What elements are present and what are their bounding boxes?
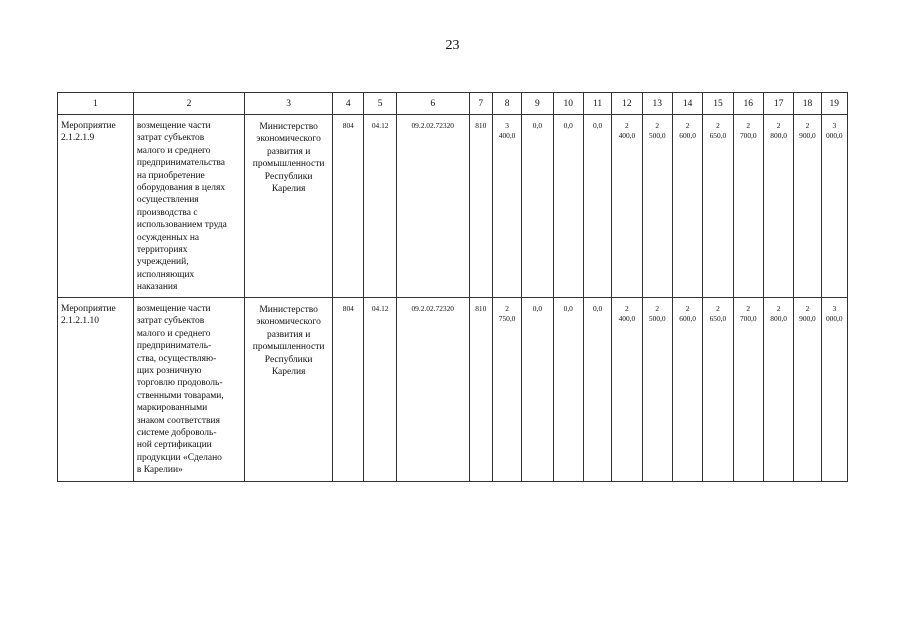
cell-value: 0,0 bbox=[592, 304, 603, 313]
column-header: 18 bbox=[794, 93, 821, 115]
value-cell bbox=[642, 298, 672, 482]
cell-value: 2 400,0 bbox=[618, 304, 636, 323]
value-cell bbox=[553, 115, 583, 298]
cell-value: 810 bbox=[475, 304, 487, 313]
value-cell bbox=[612, 298, 642, 482]
event-cell bbox=[58, 115, 134, 298]
cell-value: 3 000,0 bbox=[825, 121, 843, 140]
cell-value: 804 bbox=[342, 304, 354, 313]
value-cell bbox=[469, 115, 492, 298]
column-header: 15 bbox=[703, 93, 733, 115]
value-cell bbox=[522, 115, 553, 298]
cell-value: 2 400,0 bbox=[618, 121, 636, 140]
cell-value: 0,0 bbox=[532, 121, 543, 130]
value-cell bbox=[364, 115, 396, 298]
value-cell bbox=[703, 298, 733, 482]
value-cell bbox=[469, 298, 492, 482]
value-cell bbox=[396, 115, 469, 298]
column-header: 14 bbox=[672, 93, 702, 115]
column-header: 1 bbox=[58, 93, 134, 115]
column-header: 16 bbox=[733, 93, 763, 115]
executor-name: Министерство экономического развития и промышленности Республики Карелия bbox=[252, 122, 325, 195]
cell-value: 09.2.02.72320 bbox=[411, 304, 454, 313]
cell-value: 0,0 bbox=[563, 121, 573, 130]
value-cell bbox=[492, 115, 521, 298]
column-header: 12 bbox=[612, 93, 642, 115]
value-cell bbox=[583, 115, 611, 298]
cell-value: 09.2.02.72320 bbox=[411, 121, 454, 130]
cell-value: 810 bbox=[475, 121, 487, 130]
cell-value: 2 750,0 bbox=[498, 304, 516, 323]
value-cell bbox=[733, 115, 763, 298]
value-cell bbox=[703, 115, 733, 298]
cell-value: 2 800,0 bbox=[770, 304, 787, 323]
value-cell bbox=[522, 298, 553, 482]
value-cell bbox=[733, 298, 763, 482]
value-cell bbox=[333, 298, 364, 482]
table-row bbox=[58, 115, 848, 298]
value-cell bbox=[583, 298, 611, 482]
event-label: Мероприятие 2.1.2.1.9 bbox=[61, 121, 116, 144]
cell-value: 2 500,0 bbox=[648, 304, 666, 323]
column-header: 8 bbox=[492, 93, 521, 115]
value-cell bbox=[763, 298, 793, 482]
column-header: 19 bbox=[821, 93, 847, 115]
value-cell bbox=[794, 115, 821, 298]
value-cell bbox=[364, 298, 396, 482]
cell-value: 0,0 bbox=[532, 304, 543, 313]
cell-value: 2 700,0 bbox=[739, 121, 757, 140]
description-cell bbox=[133, 298, 244, 482]
header-row bbox=[58, 93, 848, 115]
column-header: 7 bbox=[469, 93, 492, 115]
cell-value: 3 400,0 bbox=[498, 121, 516, 140]
column-header: 4 bbox=[333, 93, 364, 115]
column-header: 3 bbox=[245, 93, 333, 115]
value-cell bbox=[794, 298, 821, 482]
column-header: 5 bbox=[364, 93, 396, 115]
value-cell bbox=[672, 298, 702, 482]
cell-value: 2 600,0 bbox=[679, 304, 696, 323]
column-header: 11 bbox=[583, 93, 611, 115]
value-cell bbox=[672, 115, 702, 298]
value-cell bbox=[763, 115, 793, 298]
event-description: возмещение части затрат субъектов малого и среднего предпринимательства на приобретение оборудования в целях осуществления производства с использованием труда осужденных на территориях учреждений, исполняющих наказания bbox=[136, 121, 227, 293]
column-header: 10 bbox=[553, 93, 583, 115]
cell-value: 0,0 bbox=[563, 304, 573, 313]
value-cell bbox=[333, 115, 364, 298]
cell-value: 2 500,0 bbox=[648, 121, 666, 140]
executor-name: Министерство экономического развития и промышленности Республики Карелия bbox=[252, 305, 325, 378]
cell-value: 2 650,0 bbox=[709, 121, 727, 140]
cell-value: 2 800,0 bbox=[770, 121, 787, 140]
page-number: 23 bbox=[445, 38, 460, 53]
value-cell bbox=[821, 115, 847, 298]
event-label: Мероприятие 2.1.2.1.10 bbox=[61, 304, 116, 327]
cell-value: 2 700,0 bbox=[739, 304, 757, 323]
column-header: 17 bbox=[763, 93, 793, 115]
value-cell bbox=[553, 298, 583, 482]
value-cell bbox=[612, 115, 642, 298]
budget-table bbox=[57, 92, 848, 482]
cell-value: 2 900,0 bbox=[799, 304, 816, 323]
cell-value: 04.12 bbox=[371, 304, 389, 313]
executor-cell bbox=[245, 298, 333, 482]
description-cell bbox=[133, 115, 244, 298]
column-header: 2 bbox=[133, 93, 244, 115]
cell-value: 804 bbox=[342, 121, 354, 130]
cell-value: 0,0 bbox=[592, 121, 603, 130]
column-header: 13 bbox=[642, 93, 672, 115]
cell-value: 3 000,0 bbox=[825, 304, 843, 323]
cell-value: 2 900,0 bbox=[799, 121, 816, 140]
event-description: возмещение части затрат субъектов малого и среднего предприниматель- ства, осуществляю- щих розничную торговлю продоволь- ственными товарами, маркированными знаком соответствия системе доброволь- ной сертификации продукции «Сделано в Карелии» bbox=[136, 304, 224, 476]
executor-cell bbox=[245, 115, 333, 298]
cell-value: 04.12 bbox=[371, 121, 389, 130]
value-cell bbox=[492, 298, 521, 482]
column-header: 6 bbox=[396, 93, 469, 115]
cell-value: 2 600,0 bbox=[679, 121, 696, 140]
value-cell bbox=[821, 298, 847, 482]
cell-value: 2 650,0 bbox=[709, 304, 727, 323]
column-header: 9 bbox=[522, 93, 553, 115]
table-row bbox=[58, 298, 848, 482]
value-cell bbox=[642, 115, 672, 298]
event-cell bbox=[58, 298, 134, 482]
value-cell bbox=[396, 298, 469, 482]
